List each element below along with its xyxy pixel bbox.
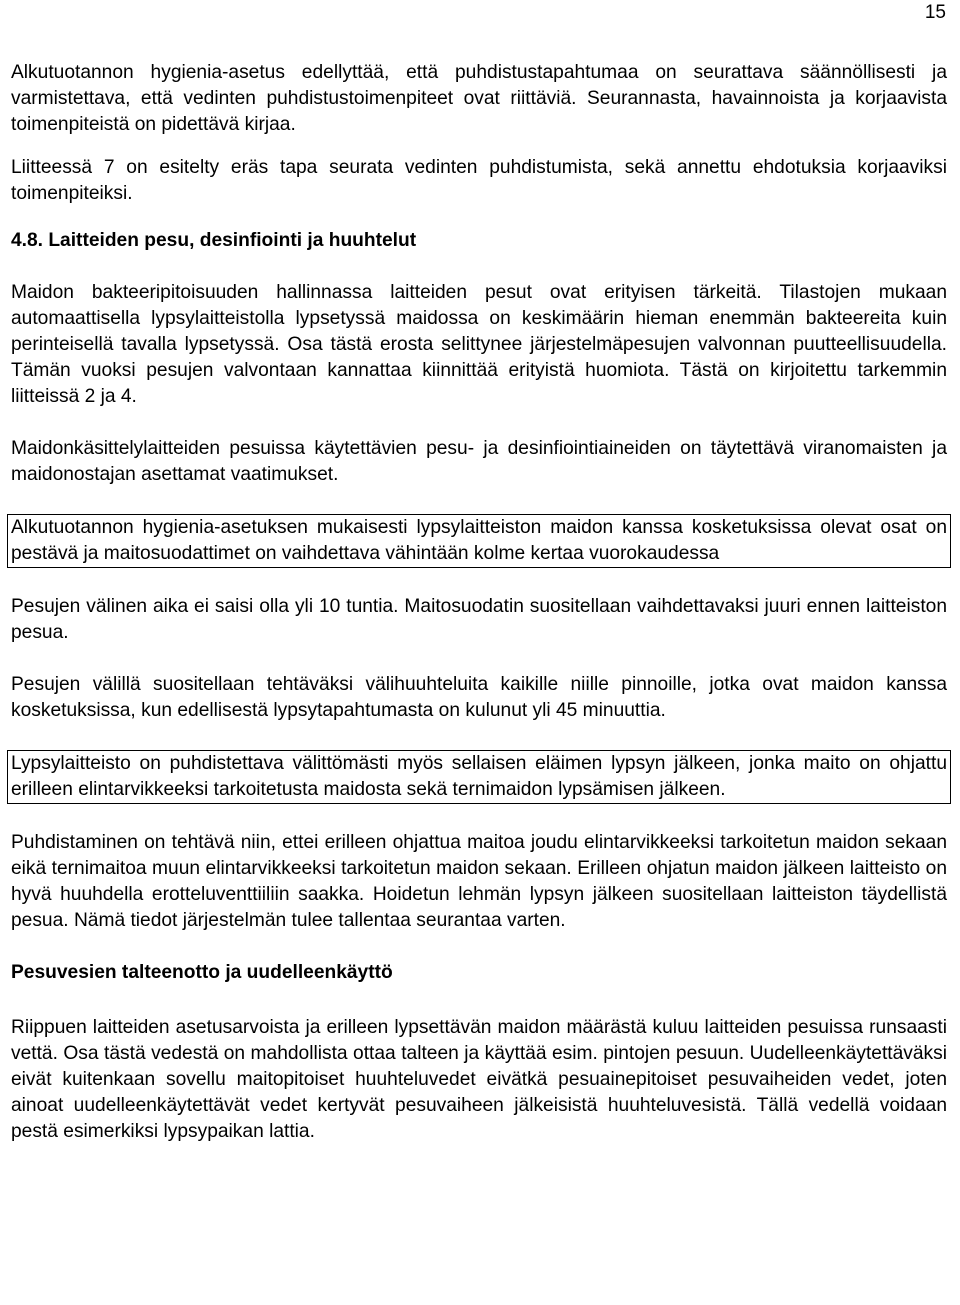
paragraph-appendix-7: Liitteessä 7 on esitelty eräs tapa seurata vedinten puhdistumista, sekä annettu ehdotuksia korjaaviksi toimenpiteiksi. bbox=[11, 157, 947, 204]
page-number: 15 bbox=[924, 2, 946, 23]
boxed-paragraph-immediate-cleaning: Lypsylaitteisto on puhdistettava välittömästi myös sellaisen eläimen lypsyn jälkeen, jonka maito on ohjattu erilleen elintarvikkeeksi tarkoitetusta maidosta sekä ternimaidon lypsämisen jälkeen. bbox=[7, 750, 951, 804]
document-body bbox=[11, 60, 947, 1145]
subsection-heading-water-reuse: Pesuvesien talteenotto ja uudelleenkäyttö bbox=[11, 962, 393, 983]
paragraph-bacteria-control: Maidon bakteeripitoisuuden hallinnassa laitteiden pesut ovat erityisen tärkeitä. Tilastojen mukaan automaattisella lypsylaitteistolla lypsetyssä maidossa on keskimäärin hieman enemmän bakteereita kuin perinteisellä tavalla lypsetyssä. Osa tästä erosta selittynee järjestelmäpesujen valvonnan puutteellisuudella. Tämän vuoksi pesujen valvontaan kannattaa kiinnittää erityistä huomiota. Tästä on kirjoitettu tarkemmin liitteissä 2 ja 4. bbox=[11, 282, 947, 407]
paragraph-intermediate-rinse: Pesujen välillä suositellaan tehtäväksi välihuuhteluita kaikille niille pinnoille, jotka ovat maidon kanssa kosketuksissa, kun edellisestä lypsytapahtumasta on kulunut yli 45 minuuttia. bbox=[11, 674, 947, 721]
paragraph-hygiene-regulation: Alkutuotannon hygienia-asetus edellyttää, että puhdistustapahtumaa on seurattava säännöllisesti ja varmistettava, että vedinten puhdistustoimenpiteet ovat riittäviä. Seurannasta, havainnoista ja korjaavista toimenpiteistä on pidettävä kirjaa. bbox=[11, 62, 947, 135]
paragraph-diverted-milk-cleaning: Puhdistaminen on tehtävä niin, ettei erilleen ohjattua maitoa joudu elintarvikkeeksi tarkoitetun maidon sekaan eikä ternimaitoa muun elintarvikkeeksi tarkoitetun maidon sekaan. Erilleen ohjatun maidon jälkeen laitteisto on hyvä huuhdella erotteluventtiiliin saakka. Hoidetun lehmän lypsyn jälkeen suositellaan laitteiston täydellistä pesua. Nämä tiedot järjestelmän tulee tallentaa seurantaa varten. bbox=[11, 832, 947, 931]
boxed-paragraph-washing-frequency: Alkutuotannon hygienia-asetuksen mukaisesti lypsylaitteiston maidon kanssa kosketuksissa olevat osat on pestävä ja maitosuodattimet on vaihdettava vähintään kolme kertaa vuorokaudessa bbox=[7, 514, 951, 568]
paragraph-washing-interval: Pesujen välinen aika ei saisi olla yli 10 tuntia. Maitosuodatin suositellaan vaihdettavaksi juuri ennen laitteiston pesua. bbox=[11, 596, 947, 643]
section-heading-washing: 4.8. Laitteiden pesu, desinfiointi ja huuhtelut bbox=[11, 230, 417, 251]
paragraph-water-reuse: Riippuen laitteiden asetusarvoista ja erilleen lypsettävän maidon määrästä kuluu laitteiden pesuissa runsaasti vettä. Osa tästä vedestä on mahdollista ottaa talteen ja käyttää esim. pintojen pesuun. Uudelleenkäytettäväksi eivät kuitenkaan sovellu maitopitoiset huuhteluvedet eivätkä pesuainepitoiset pesuvaiheiden vedet, joten ainoat uudelleenkäytettävät vedet kertyvät pesuvaiheen jälkeisistä huuhteluvesistä. Tällä vedellä voidaan pestä esimerkiksi lypsypaikan lattia. bbox=[11, 1017, 947, 1142]
paragraph-detergent-requirements: Maidonkäsittelylaitteiden pesuissa käytettävien pesu- ja desinfiointiaineiden on täytettävä viranomaisten ja maidonostajan asettamat vaatimukset. bbox=[11, 438, 947, 485]
